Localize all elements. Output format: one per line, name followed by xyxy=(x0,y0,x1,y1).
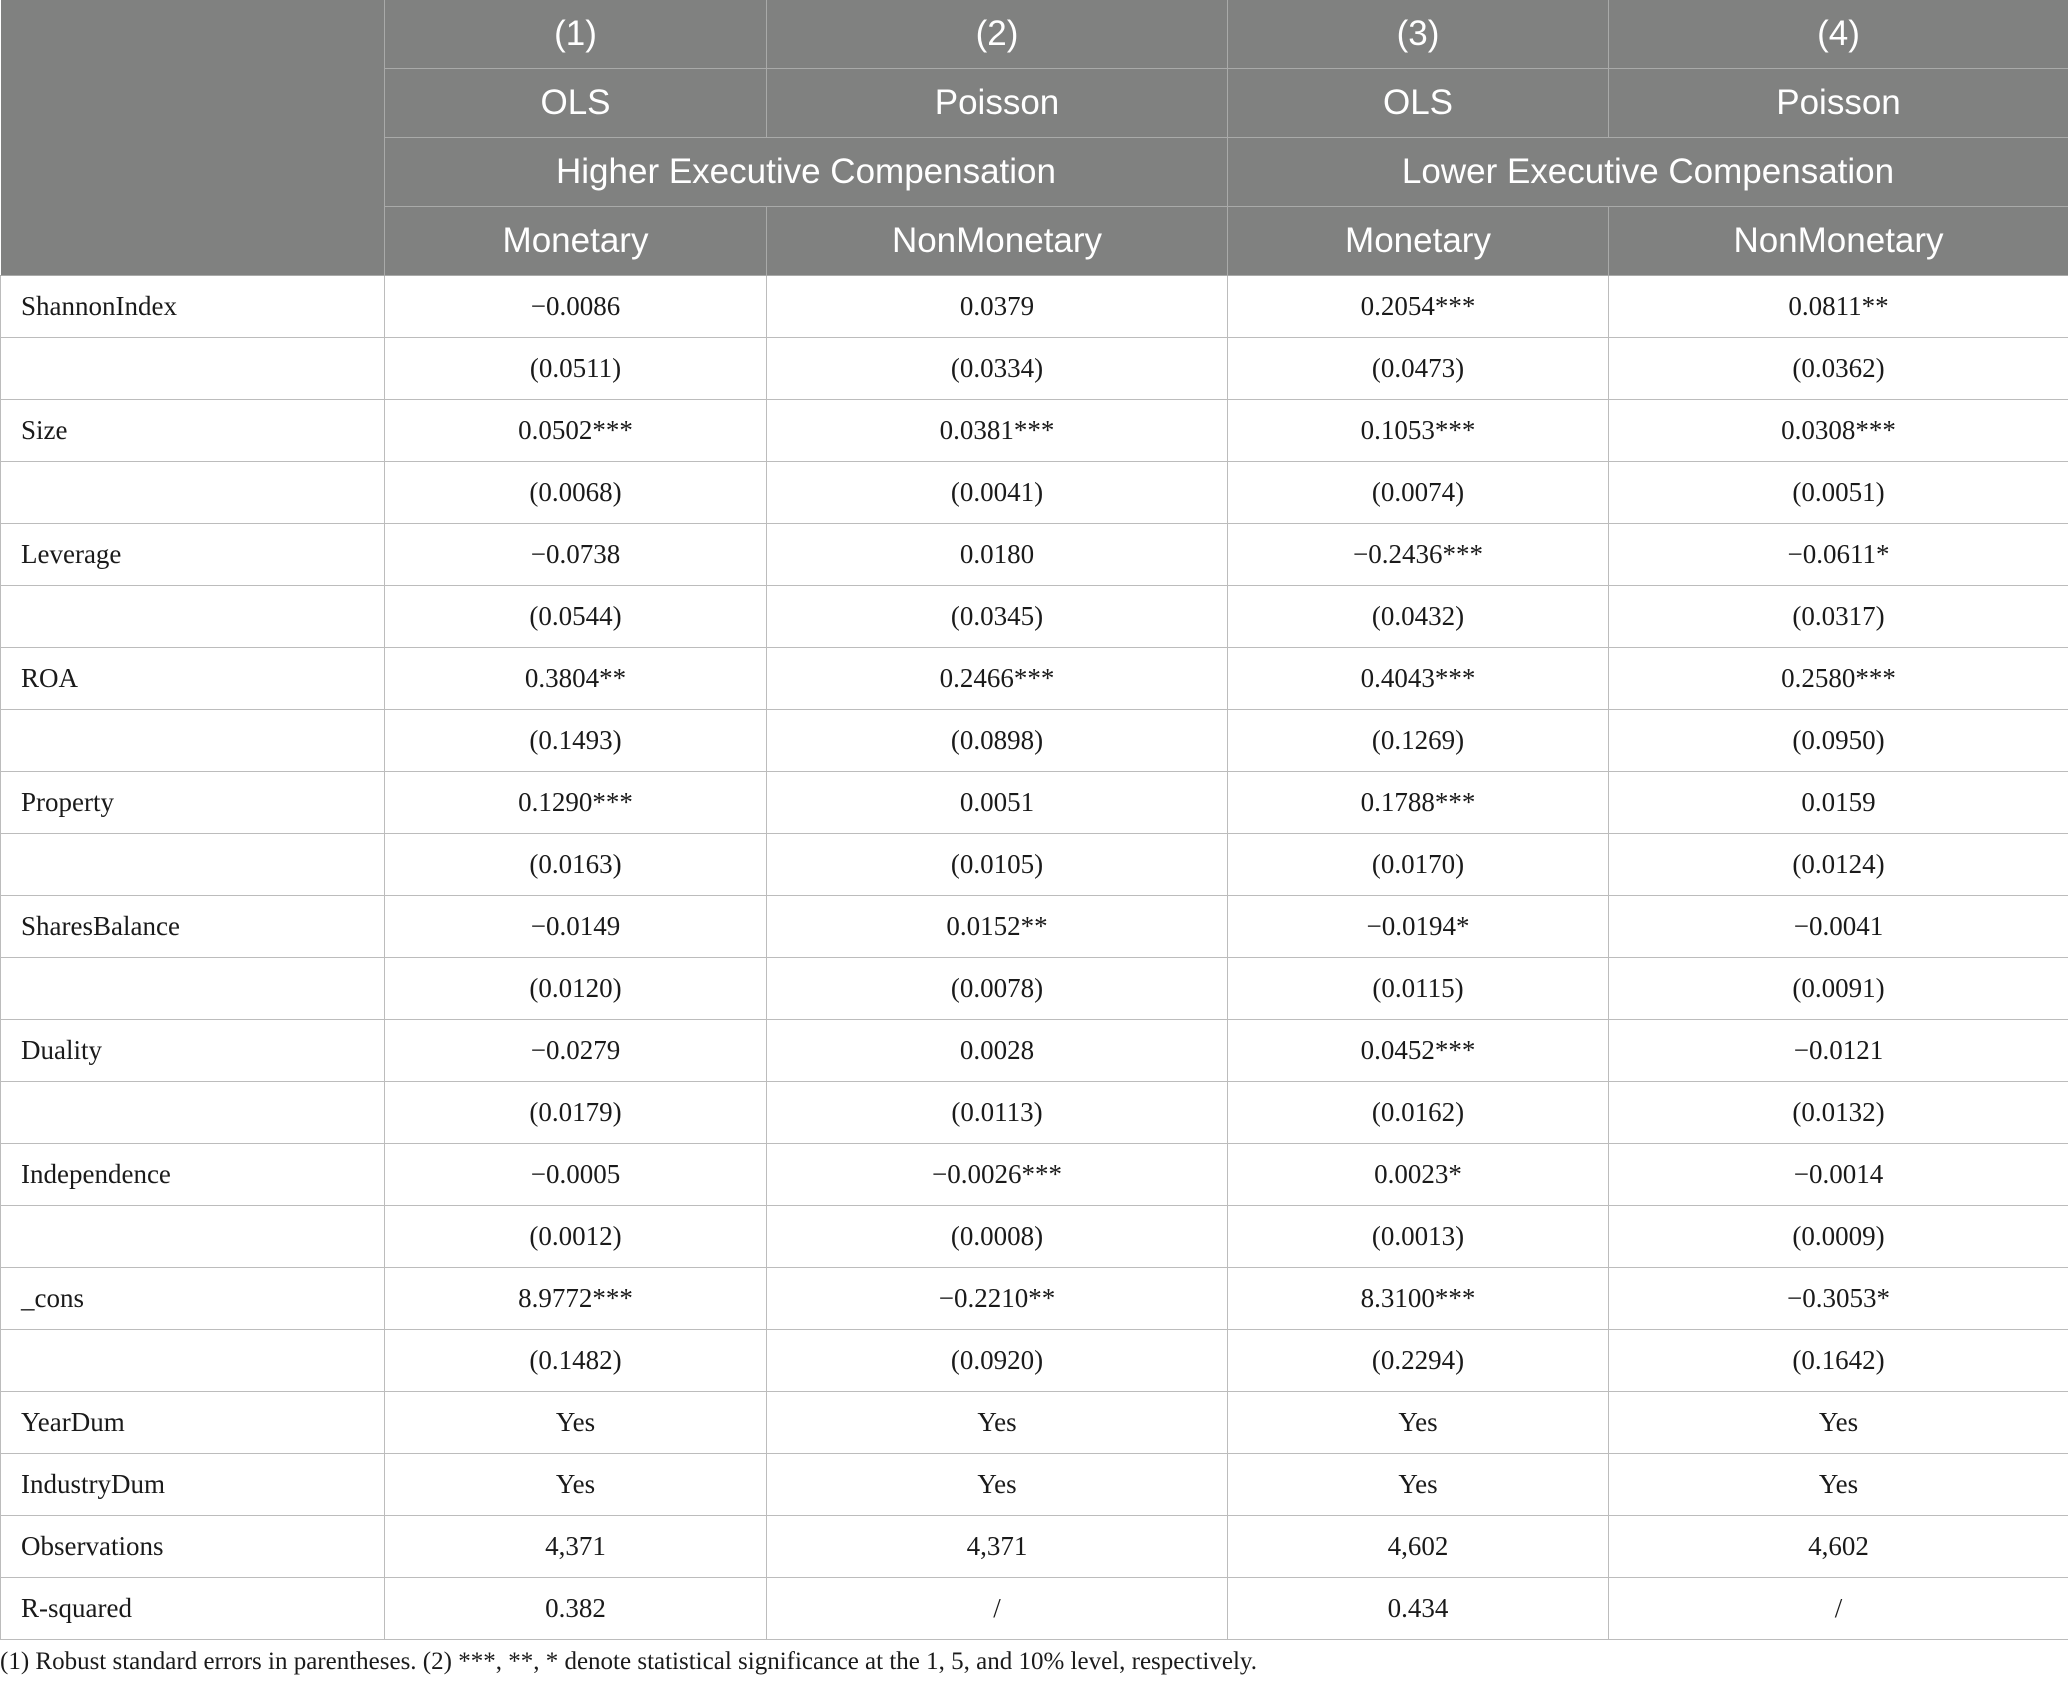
table-cell: (0.0898) xyxy=(767,710,1228,772)
table-cell: (0.0950) xyxy=(1609,710,2068,772)
header-method: OLS xyxy=(1228,69,1609,138)
table-row xyxy=(1,1020,2068,1082)
row-label: R-squared xyxy=(1,1578,385,1640)
table-cell: Yes xyxy=(1609,1392,2068,1454)
header-corner-cell xyxy=(1,0,385,276)
table-cell: Yes xyxy=(1609,1454,2068,1516)
header-dependent-var: NonMonetary xyxy=(767,207,1228,276)
header-group-lower: Lower Executive Compensation xyxy=(1228,138,2068,207)
table-row xyxy=(1,1578,2068,1640)
table-row xyxy=(1,1392,2068,1454)
table-cell: Yes xyxy=(1228,1392,1609,1454)
table-cell: 0.3804** xyxy=(385,648,767,710)
table-cell: (0.0012) xyxy=(385,1206,767,1268)
table-cell: (0.0078) xyxy=(767,958,1228,1020)
table-cell: (0.0334) xyxy=(767,338,1228,400)
table-row xyxy=(1,1206,2068,1268)
table-row xyxy=(1,1330,2068,1392)
table-cell: 0.0152** xyxy=(767,896,1228,958)
row-label: Leverage xyxy=(1,524,385,586)
header-row-model-numbers xyxy=(1,0,2068,69)
table-cell: Yes xyxy=(1228,1454,1609,1516)
table-cell: 0.0159 xyxy=(1609,772,2068,834)
table-cell: −0.0121 xyxy=(1609,1020,2068,1082)
table-cell: 0.4043*** xyxy=(1228,648,1609,710)
table-row xyxy=(1,1082,2068,1144)
header-dependent-var: Monetary xyxy=(1228,207,1609,276)
table-cell: (0.0544) xyxy=(385,586,767,648)
table-cell: −0.0738 xyxy=(385,524,767,586)
table-cell: (0.0068) xyxy=(385,462,767,524)
row-label: Duality xyxy=(1,1020,385,1082)
header-method: Poisson xyxy=(1609,69,2068,138)
table-header xyxy=(1,0,2068,276)
table-cell: Yes xyxy=(767,1454,1228,1516)
table-cell: 0.1788*** xyxy=(1228,772,1609,834)
table-cell: / xyxy=(1609,1578,2068,1640)
header-method: OLS xyxy=(385,69,767,138)
table-cell: (0.1269) xyxy=(1228,710,1609,772)
row-label: Size xyxy=(1,400,385,462)
row-label: _cons xyxy=(1,1268,385,1330)
table-row xyxy=(1,772,2068,834)
table-cell: 0.2054*** xyxy=(1228,276,1609,338)
header-group-higher: Higher Executive Compensation xyxy=(385,138,1228,207)
table-cell: 0.0023* xyxy=(1228,1144,1609,1206)
row-label xyxy=(1,1082,385,1144)
row-label: Independence xyxy=(1,1144,385,1206)
table-row xyxy=(1,896,2068,958)
table-cell: 4,371 xyxy=(385,1516,767,1578)
table-row xyxy=(1,1268,2068,1330)
header-model-number: (4) xyxy=(1609,0,2068,69)
row-label: Property xyxy=(1,772,385,834)
table-cell: 0.0811** xyxy=(1609,276,2068,338)
row-label: IndustryDum xyxy=(1,1454,385,1516)
header-model-number: (2) xyxy=(767,0,1228,69)
table-cell: Yes xyxy=(385,1454,767,1516)
table-row xyxy=(1,834,2068,896)
table-cell: (0.0013) xyxy=(1228,1206,1609,1268)
row-label: ShannonIndex xyxy=(1,276,385,338)
table-row xyxy=(1,586,2068,648)
table-cell: (0.0317) xyxy=(1609,586,2068,648)
row-label xyxy=(1,710,385,772)
table-row xyxy=(1,710,2068,772)
table-row xyxy=(1,1144,2068,1206)
table-cell: Yes xyxy=(767,1392,1228,1454)
table-row xyxy=(1,338,2068,400)
table-cell: −0.0194* xyxy=(1228,896,1609,958)
table-cell: 0.382 xyxy=(385,1578,767,1640)
header-method: Poisson xyxy=(767,69,1228,138)
table-cell: 0.2466*** xyxy=(767,648,1228,710)
table-cell: 0.0051 xyxy=(767,772,1228,834)
table-cell: −0.0014 xyxy=(1609,1144,2068,1206)
table-cell: (0.0120) xyxy=(385,958,767,1020)
table-cell: (0.0132) xyxy=(1609,1082,2068,1144)
table-cell: −0.2436*** xyxy=(1228,524,1609,586)
table-cell: 8.3100*** xyxy=(1228,1268,1609,1330)
row-label xyxy=(1,1330,385,1392)
table-cell: (0.0009) xyxy=(1609,1206,2068,1268)
table-cell: (0.0115) xyxy=(1228,958,1609,1020)
table-cell: 0.2580*** xyxy=(1609,648,2068,710)
table-row xyxy=(1,958,2068,1020)
table-cell: (0.1493) xyxy=(385,710,767,772)
table-cell: 4,602 xyxy=(1228,1516,1609,1578)
table-cell: (0.0124) xyxy=(1609,834,2068,896)
table-cell: (0.0432) xyxy=(1228,586,1609,648)
table-cell: 4,371 xyxy=(767,1516,1228,1578)
table-cell: (0.0179) xyxy=(385,1082,767,1144)
table-cell: 0.0381*** xyxy=(767,400,1228,462)
table-cell: −0.3053* xyxy=(1609,1268,2068,1330)
table-cell: (0.0162) xyxy=(1228,1082,1609,1144)
table-cell: 0.434 xyxy=(1228,1578,1609,1640)
table-cell: −0.0611* xyxy=(1609,524,2068,586)
row-label: ROA xyxy=(1,648,385,710)
table-cell: (0.2294) xyxy=(1228,1330,1609,1392)
table-cell: (0.0041) xyxy=(767,462,1228,524)
row-label xyxy=(1,338,385,400)
table-cell: (0.0920) xyxy=(767,1330,1228,1392)
table-cell: 0.1290*** xyxy=(385,772,767,834)
table-cell: (0.0170) xyxy=(1228,834,1609,896)
table-row xyxy=(1,1516,2068,1578)
row-label xyxy=(1,586,385,648)
table-body xyxy=(1,276,2068,1640)
table-row xyxy=(1,400,2068,462)
row-label xyxy=(1,834,385,896)
table-cell: (0.1642) xyxy=(1609,1330,2068,1392)
table-cell: −0.0149 xyxy=(385,896,767,958)
table-cell: (0.0051) xyxy=(1609,462,2068,524)
table-cell: (0.0345) xyxy=(767,586,1228,648)
table-cell: (0.0163) xyxy=(385,834,767,896)
table-cell: 8.9772*** xyxy=(385,1268,767,1330)
table-cell: (0.0074) xyxy=(1228,462,1609,524)
table-row xyxy=(1,276,2068,338)
table-cell: (0.0113) xyxy=(767,1082,1228,1144)
table-cell: 0.0502*** xyxy=(385,400,767,462)
header-dependent-var: NonMonetary xyxy=(1609,207,2068,276)
table-cell: −0.0086 xyxy=(385,276,767,338)
row-label xyxy=(1,1206,385,1268)
row-label: YearDum xyxy=(1,1392,385,1454)
table-cell: 0.0028 xyxy=(767,1020,1228,1082)
table-row xyxy=(1,648,2068,710)
table-cell: 0.0308*** xyxy=(1609,400,2068,462)
table-cell: −0.0279 xyxy=(385,1020,767,1082)
table-cell: (0.0105) xyxy=(767,834,1228,896)
table-row xyxy=(1,1454,2068,1516)
row-label xyxy=(1,462,385,524)
table-cell: (0.1482) xyxy=(385,1330,767,1392)
table-cell: Yes xyxy=(385,1392,767,1454)
table-cell: 0.0452*** xyxy=(1228,1020,1609,1082)
table-cell: (0.0473) xyxy=(1228,338,1609,400)
table-cell: (0.0362) xyxy=(1609,338,2068,400)
table-cell: (0.0008) xyxy=(767,1206,1228,1268)
table-cell: 0.0180 xyxy=(767,524,1228,586)
table-cell: 0.1053*** xyxy=(1228,400,1609,462)
table-cell: −0.2210** xyxy=(767,1268,1228,1330)
header-dependent-var: Monetary xyxy=(385,207,767,276)
table-footnote: (1) Robust standard errors in parentheses. (2) ***, **, * denote statistical significance at the 1, 5, and 10% level, respectively. xyxy=(0,1648,1258,1675)
table-cell: (0.0091) xyxy=(1609,958,2068,1020)
header-model-number: (1) xyxy=(385,0,767,69)
table-cell: 4,602 xyxy=(1609,1516,2068,1578)
table-cell: −0.0041 xyxy=(1609,896,2068,958)
table-cell: / xyxy=(767,1578,1228,1640)
row-label xyxy=(1,958,385,1020)
table-cell: −0.0026*** xyxy=(767,1144,1228,1206)
table-cell: 0.0379 xyxy=(767,276,1228,338)
table-row xyxy=(1,524,2068,586)
table-cell: −0.0005 xyxy=(385,1144,767,1206)
table-row xyxy=(1,462,2068,524)
row-label: Observations xyxy=(1,1516,385,1578)
header-model-number: (3) xyxy=(1228,0,1609,69)
table-cell: (0.0511) xyxy=(385,338,767,400)
row-label: SharesBalance xyxy=(1,896,385,958)
